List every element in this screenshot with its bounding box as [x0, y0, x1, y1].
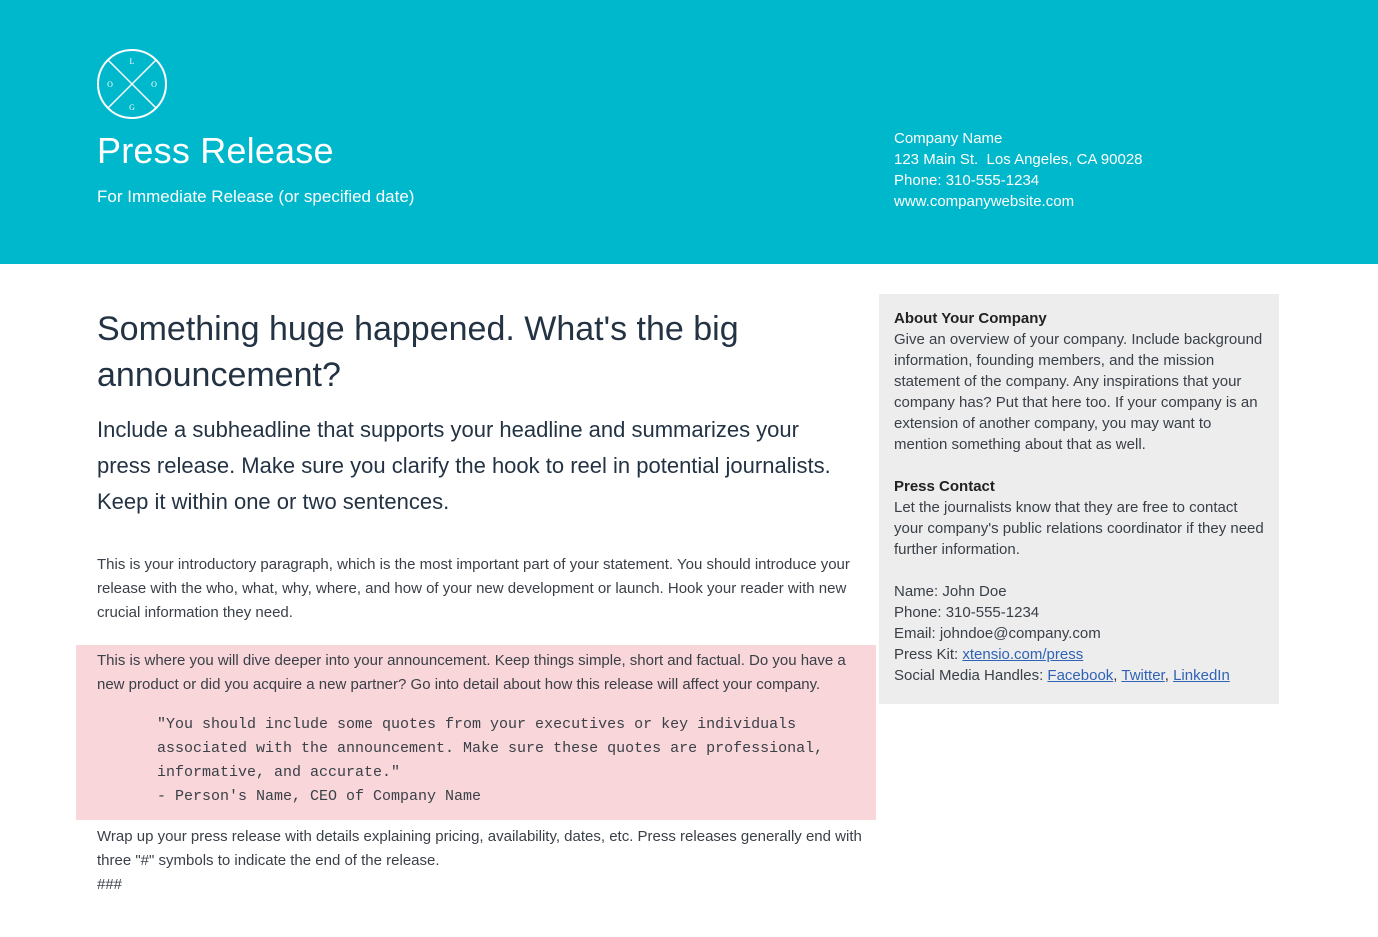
- about-text: Give an overview of your company. Include background information, founding members, and the mission statement of the company. Any inspirations that your company has? Put that here too. If your company is an extension of another company, you may want to mention something about that as well.: [894, 331, 1263, 453]
- social-separator: ,: [1164, 667, 1174, 684]
- svg-text:G: G: [129, 103, 135, 112]
- twitter-link[interactable]: Twitter: [1121, 667, 1165, 684]
- about-heading: About Your Company: [894, 310, 1047, 327]
- facebook-link[interactable]: Facebook: [1047, 667, 1114, 684]
- page-title: Press Release: [97, 130, 334, 171]
- svg-text:O: O: [107, 80, 113, 89]
- intro-paragraph: This is your introductory paragraph, which is the most important part of your statement. You should introduce your release with the who, what, why, where, and how of your new development or launch. Hook your reader with new crucial information they need.: [97, 556, 850, 621]
- company-address: 123 Main St. Los Angeles, CA 90028: [894, 151, 1143, 168]
- header-banner: [0, 0, 1378, 264]
- detail-paragraph: This is where you will dive deeper into your announcement. Keep things simple, short and factual. Do you have a new product or did you acquire a new partner? Go into detail about how this release will affect your company.: [97, 652, 846, 693]
- company-phone: Phone: 310-555-1234: [894, 172, 1040, 189]
- press-kit-row: [894, 644, 1264, 665]
- main-content: [97, 306, 857, 520]
- press-contact-text: Let the journalists know that they are free to contact your company's public relations coordinator if they need further information.: [894, 499, 1264, 558]
- linkedin-link[interactable]: LinkedIn: [1173, 667, 1230, 684]
- svg-text:L: L: [129, 57, 135, 66]
- contact-phone: Phone: 310-555-1234: [894, 604, 1040, 621]
- executive-quote: "You should include some quotes from your executives or key individuals associated with the announcement. Make sure these quotes are professional, informative, and accurate.": [157, 716, 824, 781]
- social-label: Social Media Handles:: [894, 667, 1048, 684]
- svg-text:O: O: [151, 80, 157, 89]
- social-separator: ,: [1113, 667, 1122, 684]
- company-name: Company Name: [894, 130, 1003, 147]
- press-kit-link[interactable]: xtensio.com/press: [962, 646, 1084, 663]
- release-date-note: For Immediate Release (or specified date): [97, 187, 415, 206]
- sidebar: [879, 294, 1279, 704]
- press-contact-heading: Press Contact: [894, 478, 995, 495]
- headline: Something huge happened. What's the big announcement?: [97, 310, 739, 394]
- quote-attribution: - Person's Name, CEO of Company Name: [157, 788, 482, 805]
- contact-email: Email: johndoe@company.com: [894, 625, 1101, 642]
- subheadline: Include a subheadline that supports your headline and summarizes your press release. Make sure you clarify the hook to reel in potential journalists. Keep it within one or two sentences.: [97, 417, 831, 514]
- company-website: www.companywebsite.com: [894, 193, 1075, 210]
- logo-icon: [96, 48, 168, 120]
- end-mark: ###: [97, 876, 123, 893]
- contact-name: Name: John Doe: [894, 583, 1007, 600]
- press-kit-label: Press Kit:: [894, 646, 963, 663]
- wrapup-paragraph: Wrap up your press release with details explaining pricing, availability, dates, etc. Press releases generally end with three "#" symbols to indicate the end of the release.: [97, 828, 862, 869]
- company-info: [894, 128, 1143, 212]
- social-media-row: [894, 665, 1264, 686]
